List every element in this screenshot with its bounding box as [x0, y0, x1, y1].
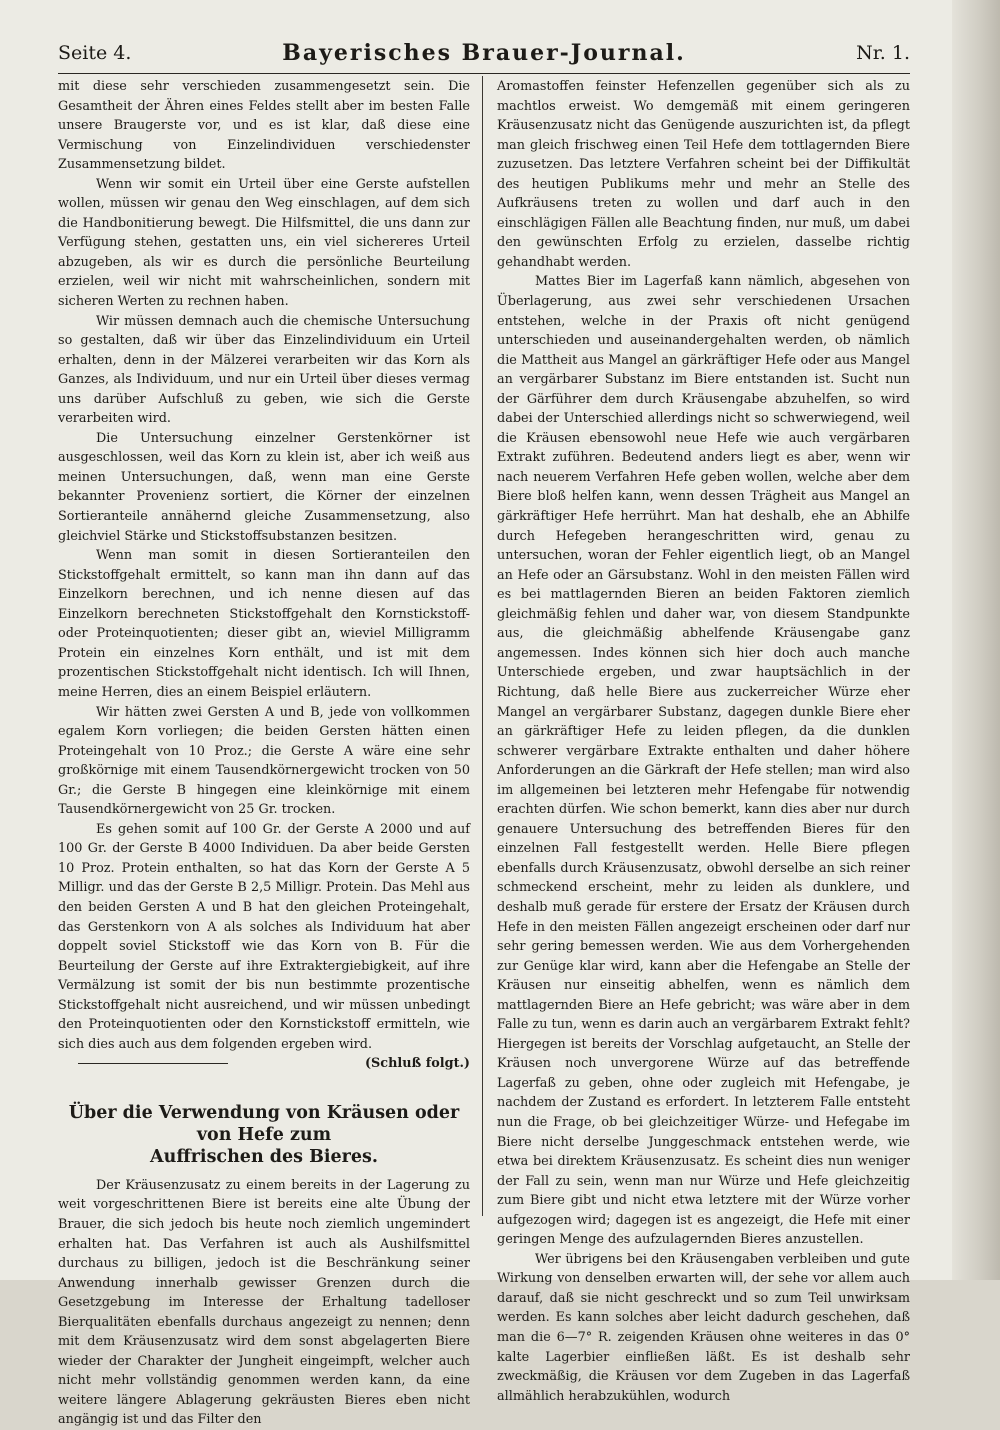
paragraph: Wenn man somit in diesen Sortieranteilen den Stickstoffgehalt ermittelt, so kann man ihn dann auf das Einzelkorn berechnen, und ich nenne diesen auf das Einzelkorn berechneten Stickstoffgehalt den Kornstickstoff- oder Proteinquotienten; dieser gibt an, wieviel Milligramm Protein ein einzelnes Korn enthält, und ist mit dem prozentischen Stickstoffgehalt nicht identisch. Ich will Ihnen, meine Herren, dies an einem Beispiel erläutern. [58, 548, 470, 700]
paragraph: Wir müssen demnach auch die chemische Untersuchung so gestalten, daß wir über das Einzelindividuum ein Urteil erhalten, denn in der Mälzerei verarbeiten wir das Korn als Ganzes, als Individuum, und nur ein Urteil über dieses vermag uns darüber Aufschluß zu geben, wie sich die Gerste verarbeiten wird. [58, 313, 470, 427]
paragraph: Wenn wir somit ein Urteil über eine Gerste aufstellen wollen, müssen wir genau den Weg einschlagen, auf dem sich die Handbonitierung bewegt. Die Hilfsmittel, die uns dann zur Verfügung stehen, gestatten uns, ein viel sichereres Urteil abzugeben, als wir es durch die persönliche Beurteilung erzielen, weil wir nicht mit wahrscheinlichen, sondern mit sicheren Werten zu rechnen haben. [58, 176, 470, 310]
paragraph: Mattes Bier im Lagerfaß kann nämlich, abgesehen von Überlagerung, aus zwei sehr verschiedenen Ursachen entstehen, welche in der Praxis oft nicht genügend unterschieden und auseinandergehalten werden, ob nämlich die Mattheit aus Mangel an gärkräftiger Hefe oder aus Mangel an vergärbarer Substanz im Biere entstanden ist. Sucht nun der Gärführer dem durch Kräusengabe abzuhelfen, so wird dabei der Unterschied allerdings nicht so schwerwiegend, weil die Kräusen ebensowohl neue Hefe wie auch vergärbaren Extrakt zuführen. Bedeutend anders liegt es aber, wenn wir nach neuerem Verfahren Hefe geben wollen, welche aber dem Biere bloß helfen kann, wenn dessen Trägheit aus Mangel an gärkräftiger Hefe herrührt. Man hat deshalb, ehe an Abhilfe durch Hefegeben herangeschritten wird, genau zu untersuchen, woran der Fehler eigentlich liegt, ob an Mangel an Hefe oder an Gärsubstanz. Wohl in den meisten Fällen wird es bei mattlagernden Bieren an beiden Faktoren ziemlich gleichmäßig fehlen und daher war, von diesem Standpunkte aus, die gleichmäßig abhelfende Kräusengabe ganz angemessen. Indes können sich hier doch auch manche Unterschiede ergeben, und zwar hauptsächlich in der Richtung, daß helle Biere aus zuckerreicher Würze eher Mangel an vergärbarer Substanz, dagegen dunkle Biere eher an gärkräftiger Hefe zu leiden pflegen, da die dunklen schwerer vergärbare Extrakte enthalten und daher höhere Anforderungen an die Gärkraft der Hefe stellen; man wird also im allgemeinen bei letzteren mehr Hefengabe für notwendig erachten dürfen. Wie schon bemerkt, kann dies aber nur durch genauere Untersuchung des betreffenden Bieres für den einzelnen Fall festgestellt werden. Helle Biere pflegen ebenfalls durch Kräusenzusatz, obwohl derselbe an sich reiner schmeckend erscheint, mehr zu leiden als dunklere, und deshalb muß gerade für erstere der Ersatz der Kräusen durch Hefe in den meisten Fällen angezeigt erscheinen oder darf nur sehr gering bemessen werden. Wie aus dem Vorhergehenden zur Genüge klar wird, kann aber die Hefengabe an Stelle der Kräusen nur einseitig abhelfen, wenn es nämlich dem mattlagernden Biere an Hefe gebricht; was wäre aber in dem Falle zu tun, wenn es darin auch an vergärbarem Extrakt fehlt? Hiergegen ist bereits der Vorschlag aufgetaucht, an Stelle der Kräusen noch unvergorene Würze auf das betreffende Lagerfaß zu geben, ohne oder zugleich mit Hefengabe, je nachdem der Zustand es erfordert. In letzterem Falle entsteht nun die Frage, ob bei gleichzeitiger Würze- und Hefegabe im Biere nicht derselbe Junggeschmack entstehen werde, wie etwa bei direktem Kräusenzusatz. Es scheint dies nun weniger der Fall zu sein, wenn man nur Würze und Hefe gleichzeitig zum Biere gibt und nicht etwa letztere mit der Würze vorher aufgezogen wird; dagegen ist es angezeigt, die Hefe mit einer geringen Menge des aufzulagernden Bieres anzustellen. [497, 274, 910, 1248]
paragraph: Es gehen somit auf 100 Gr. der Gerste A 2000 und auf 100 Gr. der Gerste B 4000 Individuen. Da aber beide Gersten 10 Proz. Protein enthalten, so hat das Korn der Gerste A 5 Milligr. und das der Gerste B 2,5 Milligr. Protein. Das Mehl aus den beiden Gersten A und B hat den gleichen Proteingehalt, das Gerstenkorn von A als solches als Individuum hat aber doppelt soviel Stickstoff wie das Korn von B. Für die Beurteilung der Gerste auf ihre Extraktergiebigkeit, auf ihre Vermälzung ist somit der bis nun bestimmte prozentische Stickstoffgehalt nicht ausreichend, und wir müssen unbedingt den Proteinquotienten oder den Kornstickstoff ermitteln, wie sich dies auch aus dem folgenden ergeben wird. [58, 821, 470, 1052]
paragraph: Die Untersuchung einzelner Gerstenkörner ist ausgeschlossen, weil das Korn zu klein ist, aber ich weiß aus meinen Untersuchungen, daß, wenn man eine Gerste bekannter Provenienz sortiert, die Körner der einzelnen Sortieranteile annähernd gleiche Zusammensetzung, also gleichviel Stärke und Stickstoffsubstanzen besitzen. [58, 430, 470, 544]
paragraph: Aromastoffen feinster Hefenzellen gegenüber sich als zu machtlos erweist. Wo demgemäß mit einem geringeren Kräusenzusatz nicht das Genügende auszurichten ist, da pflegt man gleich frischweg einen Teil Hefe dem tottlagernden Biere zuzusetzen. Das letztere Verfahren scheint bei der Diffikultät des heutigen Publikums mehr und mehr an Stelle des Aufkräusens treten zu wollen und darf auch in den einschlägigen Fällen alle Beachtung finden, nur muß, um dabei den gewünschten Erfolg zu erzielen, dasselbe richtig gehandhabt werden. [497, 79, 910, 270]
paragraph: Wer übrigens bei den Kräusengaben verbleiben und gute Wirkung von denselben erwarten will, der sehe vor allem auch darauf, daß sie nicht geschreckt und so zum Teil unwirksam werden. Es kann solches aber leicht dadurch geschehen, daß man die 6—7° R. zeigenden Kräusen ohne weiteres in das 0° kalte Lagerbier einfließen läßt. Es ist deshalb sehr zweckmäßig, die Kräusen vor dem Zugeben in das Lagerfaß allmählich herabzukühlen, wodurch [497, 1251, 910, 1404]
article-title [58, 1102, 470, 1168]
page-edge-shadow [952, 0, 1000, 1280]
page-header [58, 40, 910, 70]
issue-number: Nr. 1. [856, 42, 910, 64]
header-rule [58, 73, 910, 74]
right-column [497, 77, 910, 1406]
article-title-line-2: Auffrischen des Bieres. [150, 1146, 378, 1167]
separator-line [78, 1063, 228, 1064]
column-divider [482, 76, 483, 1216]
continuation-line [58, 1054, 470, 1074]
paragraph: Wir hätten zwei Gersten A und B, jede von vollkommen egalem Korn vorliegen; die beiden Gersten hätten einen Proteingehalt von 10 Proz.; die Gerste A wäre eine sehr großkörnige mit einem Tausendkörnergewicht trocken von 50 Gr.; die Gerste B hingegen eine kleinkörnige mit einem Tausendkörnergewicht von 25 Gr. trocken. [58, 704, 470, 818]
page-label: Seite 4. [58, 42, 132, 64]
paragraph: mit diese sehr verschieden zusammengesetzt sein. Die Gesamtheit der Ähren eines Feldes stellt aber im besten Falle unsere Braugerste vor, und es ist klar, daß diese eine Vermischung von Einzelindividuen verschiedenster Zusammensetzung bildet. [58, 79, 470, 173]
article-title-line-1: Über die Verwendung von Kräusen oder von Hefe zum [68, 1102, 460, 1145]
journal-title: Bayerisches Brauer-Journal. [282, 40, 686, 66]
left-column [58, 77, 470, 1430]
continuation-note: (Schluß folgt.) [364, 1056, 470, 1072]
paragraph: Der Kräusenzusatz zu einem bereits in der Lagerung zu weit vorgeschrittenen Biere ist bereits eine alte Übung der Brauer, die sich jedoch bis heute noch ziemlich ungemindert erhalten hat. Das Verfahren ist auch als Aushilfsmittel durchaus zu billigen, jedoch ist die Beschränkung seiner Anwendung innerhalb gewisser Grenzen durch die Gesetzgebung im Interesse der Erhaltung tadelloser Bierqualitäten ebenfalls durchaus angezeigt zu nennen; denn mit dem Kräusenzusatz wird dem sonst abgelagerten Biere wieder der Charakter der Jungheit eingeimpft, welcher auch nicht mehr vollständig genommen werden kann, da eine weitere längere Ablagerung gekräusten Bieres eben nicht angängig ist und das Filter den [58, 1177, 470, 1428]
